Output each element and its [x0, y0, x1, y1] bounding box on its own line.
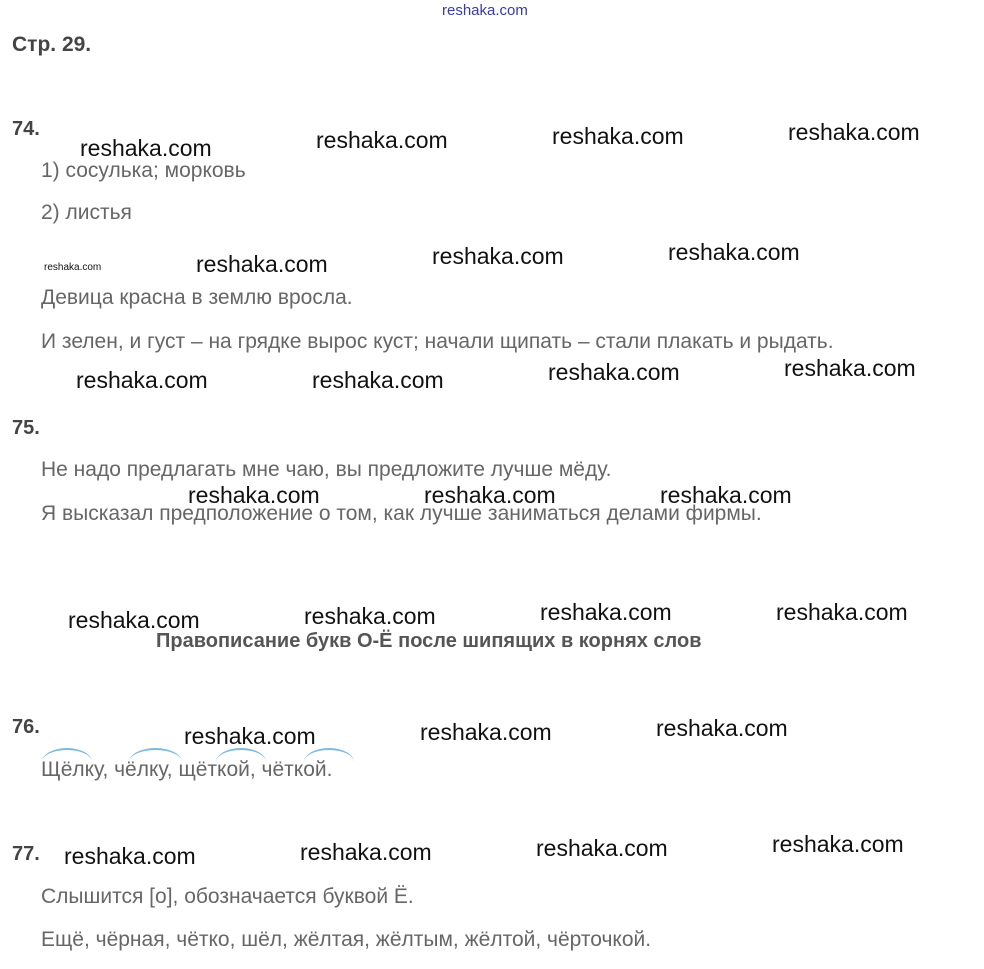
watermark: reshaka.com — [64, 843, 196, 869]
task-76-line-1: Щёлку, чёлку, щёткой, чёткой. — [41, 758, 333, 781]
task-74-line-3: Девица красна в землю вросла. — [41, 286, 353, 309]
watermark: reshaka.com — [188, 482, 320, 508]
watermark: reshaka.com — [300, 839, 432, 865]
watermark: reshaka.com — [76, 367, 208, 393]
watermark: reshaka.com — [304, 603, 436, 629]
task-75-line-2: Я высказал предположение о том, как лучше заниматься делами фирмы. — [41, 502, 762, 525]
watermark: reshaka.com — [660, 482, 792, 508]
watermark: reshaka.com — [432, 243, 564, 269]
task-75-line-1: Не надо предлагать мне чаю, вы предложите лучше мёду. — [41, 458, 612, 481]
watermark: reshaka.com — [540, 599, 672, 625]
watermark: reshaka.com — [772, 831, 904, 857]
watermark: reshaka.com — [656, 715, 788, 741]
section-heading: Правописание букв О-Ё после шипящих в корнях слов — [156, 630, 702, 652]
task-74-line-1: 1) сосулька; морковь — [41, 159, 246, 182]
watermark: reshaka.com — [316, 127, 448, 153]
watermark: reshaka.com — [776, 599, 908, 625]
task-74-line-2: 2) листья — [41, 201, 132, 224]
task-74-line-4: И зелен, и густ – на грядке вырос куст; начали щипать – стали плакать и рыдать. — [41, 330, 834, 353]
task-77-line-2: Ещё, чёрная, чётко, шёл, жёлтая, жёлтым, жёлтой, чёрточкой. — [41, 928, 652, 951]
watermark: reshaka.com — [668, 239, 800, 265]
watermark: reshaka.com — [536, 835, 668, 861]
watermark: reshaka.com — [788, 119, 920, 145]
watermark: reshaka.com — [784, 355, 916, 381]
task-76-number: 76. — [12, 716, 40, 738]
watermark: reshaka.com — [312, 367, 444, 393]
site-link[interactable]: reshaka.com — [442, 2, 528, 19]
watermark: reshaka.com — [424, 482, 556, 508]
watermark-small: reshaka.com — [44, 262, 102, 273]
watermark: reshaka.com — [552, 123, 684, 149]
page-number: Стр. 29. — [12, 33, 92, 56]
watermark: reshaka.com — [196, 251, 328, 277]
watermark: reshaka.com — [80, 135, 212, 161]
watermark: reshaka.com — [184, 723, 316, 749]
watermark: reshaka.com — [420, 719, 552, 745]
task-75-number: 75. — [12, 417, 40, 439]
watermark: reshaka.com — [68, 607, 200, 633]
watermark: reshaka.com — [548, 359, 680, 385]
task-77-number: 77. — [12, 843, 40, 865]
task-77-line-1: Слышится [о], обозначается буквой Ё. — [41, 885, 414, 908]
task-74-number: 74. — [12, 118, 40, 140]
